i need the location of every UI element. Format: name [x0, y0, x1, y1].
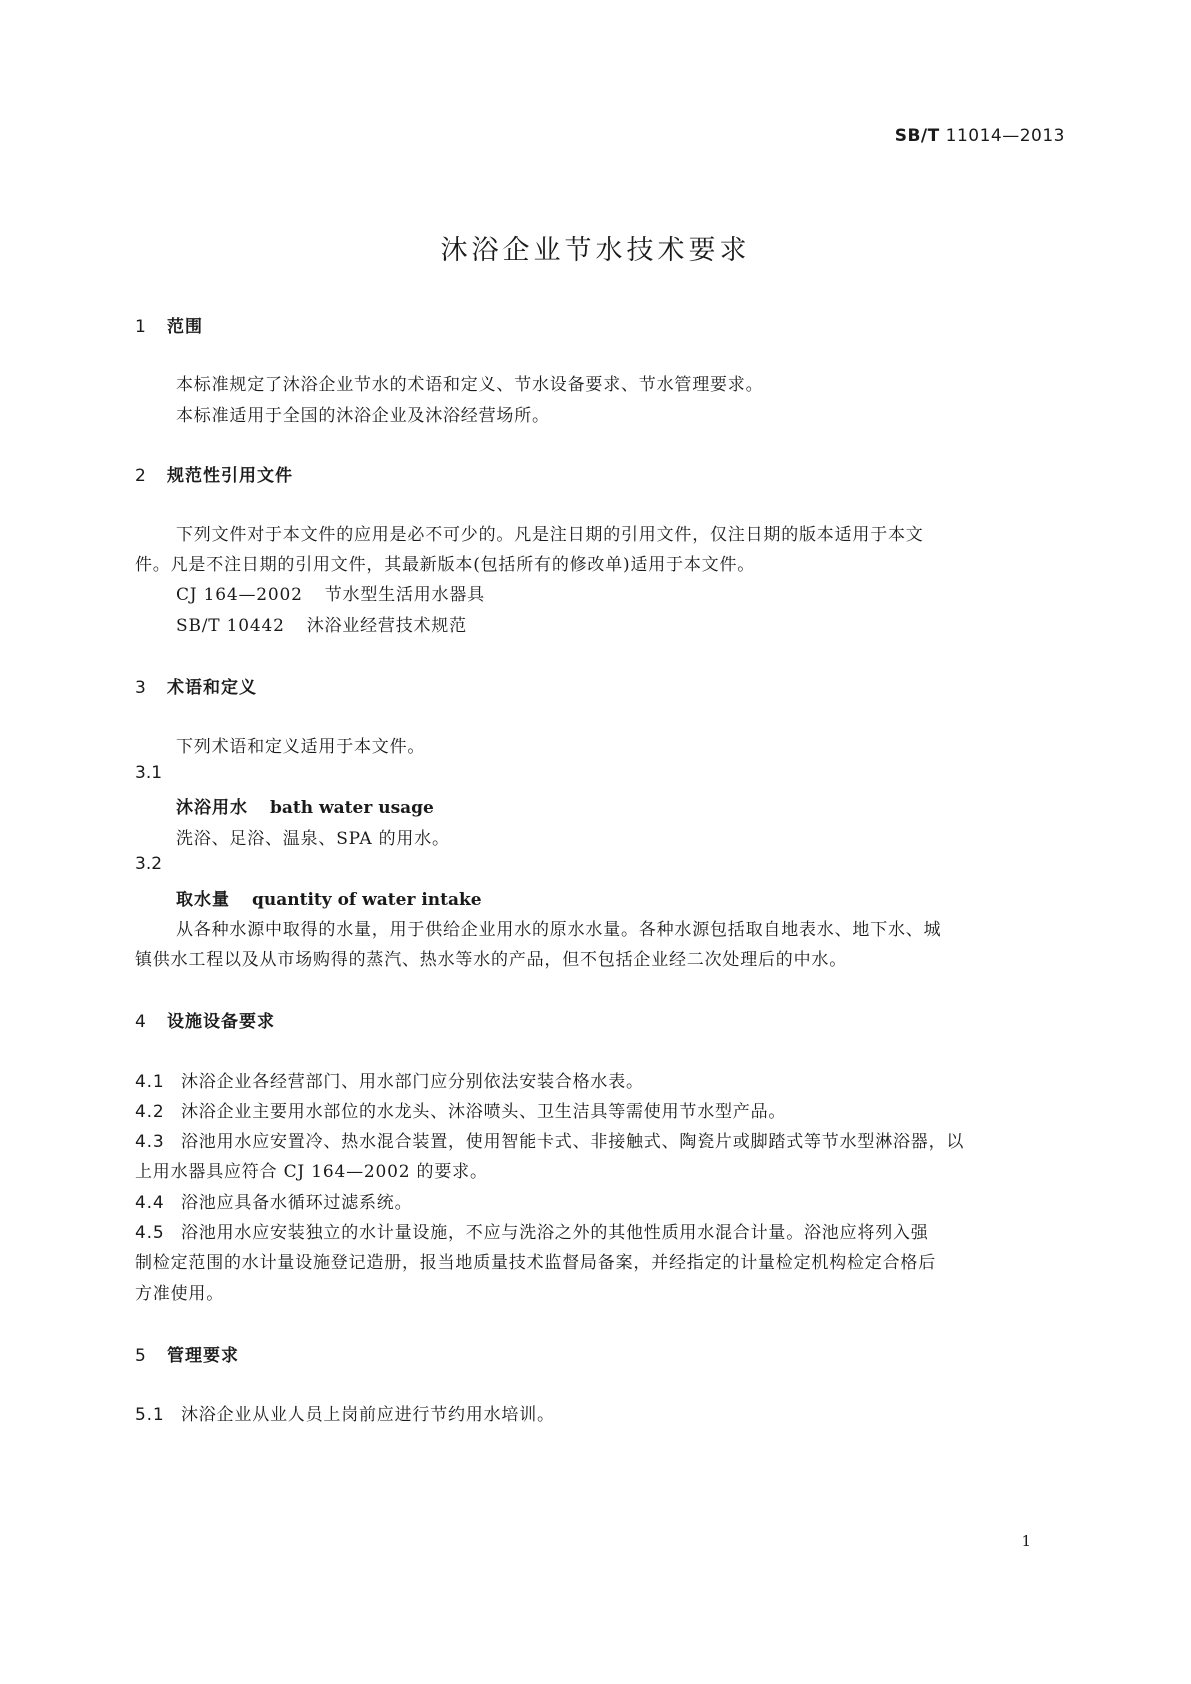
term-definition-line-1: 从各种水源中取得的水量，用于供给企业用水的原水水量。各种水源包括取自地表水、地下水、城 — [176, 920, 942, 940]
section-number: 1 — [135, 317, 147, 337]
clause-4-1 — [135, 1067, 644, 1092]
term-chinese: 取水量 — [176, 890, 230, 910]
section-number: 3 — [135, 678, 147, 698]
section-title: 术语和定义 — [167, 678, 257, 698]
term-definition: 洗浴、足浴、温泉、SPA 的用水。 — [176, 829, 450, 849]
section-3-intro: 下列术语和定义适用于本文件。 — [176, 737, 426, 757]
section-number: 5 — [135, 1346, 147, 1366]
section-1-para-2: 本标准适用于全国的沐浴企业及沐浴经营场所。 — [176, 406, 550, 426]
clause-number: 4.1 — [135, 1072, 165, 1092]
clause-text: 沐浴企业从业人员上岗前应进行节约用水培训。 — [181, 1405, 555, 1425]
document-title: 沐浴企业节水技术要求 — [440, 235, 751, 266]
section-3-heading — [135, 673, 257, 698]
clause-number: 4.3 — [135, 1132, 165, 1152]
clause-number: 4.4 — [135, 1193, 165, 1213]
clause-4-4 — [135, 1188, 412, 1213]
section-2-intro-line-2: 件。凡是不注日期的引用文件，其最新版本(包括所有的修改单)适用于本文件。 — [135, 555, 756, 575]
standard-code-prefix: SB/T — [894, 126, 940, 146]
section-1-para-1: 本标准规定了沐浴企业节水的术语和定义、节水设备要求、节水管理要求。 — [176, 375, 764, 395]
clause-4-3-continued: 上用水器具应符合 CJ 164—2002 的要求。 — [135, 1162, 488, 1182]
clause-text: 浴池用水应安置冷、热水混合装置，使用智能卡式、非接触式、陶瓷片或脚踏式等节水型淋浴器，以 — [181, 1132, 965, 1152]
term-chinese: 沐浴用水 — [176, 798, 248, 818]
page-number: 1 — [1021, 1532, 1031, 1550]
term-number: 3.2 — [135, 854, 163, 874]
section-5-heading — [135, 1341, 239, 1366]
clause-text: 沐浴企业各经营部门、用水部门应分别依法安装合格水表。 — [181, 1072, 644, 1092]
clause-5-1 — [135, 1400, 555, 1425]
term-english: bath water usage — [270, 798, 434, 818]
normative-reference-2 — [176, 611, 467, 636]
section-2-intro-line-1: 下列文件对于本文件的应用是必不可少的。凡是注日期的引用文件，仅注日期的版本适用于本文 — [176, 525, 924, 545]
term-entry — [176, 793, 434, 818]
term-entry — [176, 885, 482, 910]
term-number: 3.1 — [135, 763, 163, 783]
clause-number: 4.5 — [135, 1223, 165, 1243]
standard-code — [895, 126, 1065, 146]
clause-4-3 — [135, 1127, 964, 1152]
section-title: 管理要求 — [167, 1346, 239, 1366]
reference-code: SB/T 10442 — [176, 616, 285, 636]
section-4-heading — [135, 1007, 275, 1032]
clause-4-5-continued-2: 方准使用。 — [135, 1284, 224, 1304]
standard-code-number: 11014—2013 — [945, 126, 1065, 146]
clause-4-5-continued: 制检定范围的水计量设施登记造册，报当地质量技术监督局备案，并经指定的计量检定机构检定合格后 — [135, 1253, 936, 1273]
clause-4-2 — [135, 1097, 786, 1122]
section-number: 2 — [135, 466, 147, 486]
term-definition-line-2: 镇供水工程以及从市场购得的蒸汽、热水等水的产品，但不包括企业经二次处理后的中水。 — [135, 950, 847, 970]
reference-name: 沐浴业经营技术规范 — [306, 616, 467, 636]
clause-text: 浴池应具备水循环过滤系统。 — [181, 1193, 413, 1213]
normative-reference-1 — [176, 580, 485, 605]
term-english: quantity of water intake — [252, 890, 482, 910]
clause-4-5 — [135, 1218, 929, 1243]
clause-number: 5.1 — [135, 1405, 165, 1425]
reference-code: CJ 164—2002 — [176, 585, 303, 605]
section-number: 4 — [135, 1012, 147, 1032]
clause-text: 浴池用水应安装独立的水计量设施，不应与洗浴之外的其他性质用水混合计量。浴池应将列入强 — [181, 1223, 929, 1243]
section-2-heading — [135, 461, 293, 486]
section-title: 设施设备要求 — [167, 1012, 275, 1032]
reference-name: 节水型生活用水器具 — [324, 585, 485, 605]
section-1-heading — [135, 312, 203, 337]
section-title: 范围 — [167, 317, 203, 337]
clause-text: 沐浴企业主要用水部位的水龙头、沐浴喷头、卫生洁具等需使用节水型产品。 — [181, 1102, 787, 1122]
section-title: 规范性引用文件 — [167, 466, 293, 486]
clause-number: 4.2 — [135, 1102, 165, 1122]
